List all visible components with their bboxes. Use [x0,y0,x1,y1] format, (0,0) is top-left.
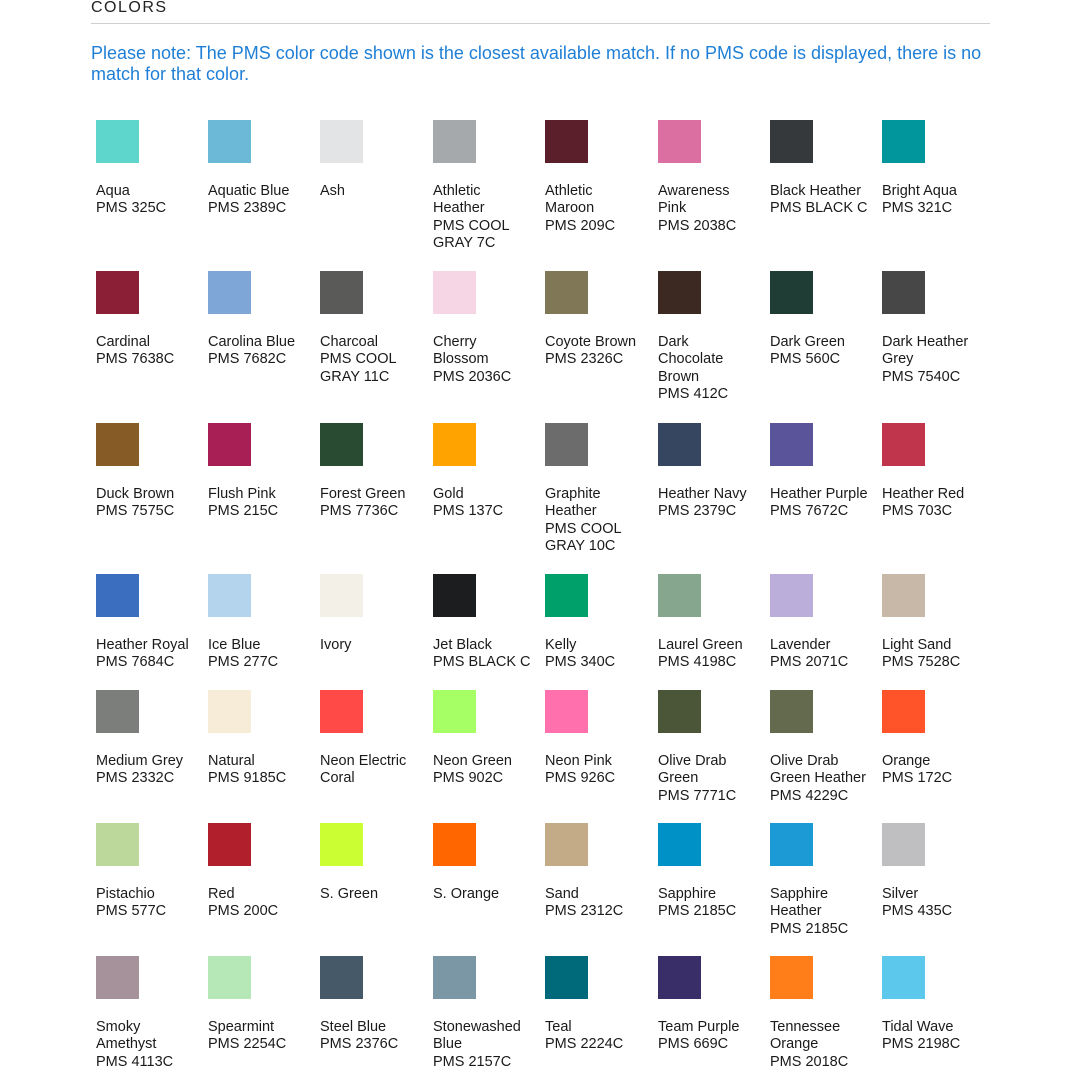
color-name: Red [208,886,235,902]
pms-code: PMS 2036C [433,368,512,385]
color-name: Teal [545,1019,572,1035]
color-label [433,486,563,521]
color-swatch[interactable] [882,120,925,163]
color-label [320,334,450,386]
pms-code: PMS 926C [545,770,616,787]
color-label [658,334,788,403]
color-label [658,753,788,805]
color-label [208,334,338,369]
color-label [545,886,675,921]
color-label [545,334,675,369]
color-swatch[interactable] [545,271,588,314]
color-swatch[interactable] [96,823,139,866]
color-label [208,1019,338,1054]
color-swatch[interactable] [545,823,588,866]
color-swatch[interactable] [96,956,139,999]
color-name: S. Orange [433,886,500,902]
color-swatch[interactable] [320,120,363,163]
color-label [96,486,226,521]
color-swatch[interactable] [320,271,363,314]
color-name: Jet Black [433,637,492,653]
color-label [658,486,788,521]
pms-code: PMS 2224C [545,1036,624,1053]
pms-code: PMS 2389C [208,200,287,217]
color-swatch[interactable] [96,423,139,466]
color-name: Steel Blue [320,1019,387,1035]
pms-code: PMS 325C [96,200,167,217]
color-name: Dark Green [770,334,845,350]
color-swatch[interactable] [770,574,813,617]
pms-code: PMS 2185C [658,903,737,920]
pms-code: PMS 2326C [545,351,624,368]
pms-code: PMS 7540C [882,368,961,385]
pms-code: PMS COOL GRAY 11C [320,351,397,385]
color-label [208,753,338,788]
color-name: Black Heather [770,183,862,199]
color-swatch[interactable] [96,690,139,733]
color-label [545,1019,675,1054]
color-name: Aquatic Blue [208,183,290,199]
color-name: Aqua [96,183,130,199]
pms-code: PMS 4198C [658,654,737,671]
color-swatch[interactable] [320,956,363,999]
color-name: Gold [433,486,464,502]
color-swatch[interactable] [658,956,701,999]
color-label [320,486,450,521]
color-swatch[interactable] [208,120,251,163]
pms-code: PMS 2018C [770,1053,849,1070]
color-swatch[interactable] [770,823,813,866]
color-name: Dark Heather Grey [882,334,969,368]
color-name: Light Sand [882,637,952,653]
color-swatch[interactable] [658,690,701,733]
color-name: Bright Aqua [882,183,957,199]
pms-code: PMS 703C [882,503,953,520]
color-label [96,637,226,672]
color-label [320,637,450,654]
pms-code: PMS 9185C [208,770,287,787]
color-name: Sapphire Heather [770,886,829,920]
color-label [882,486,1012,521]
color-label [882,637,1012,672]
pms-code: PMS 137C [433,503,504,520]
color-name: Duck Brown [96,486,175,502]
pms-code: PMS 7672C [770,503,849,520]
pms-code: PMS BLACK C [770,200,868,217]
color-swatch[interactable] [882,271,925,314]
color-swatch[interactable] [208,271,251,314]
color-label [433,1019,563,1071]
color-swatch[interactable] [433,956,476,999]
color-name: Athletic Maroon [545,183,595,217]
color-label [882,1019,1012,1054]
color-swatch[interactable] [320,574,363,617]
color-label [208,486,338,521]
color-name: Carolina Blue [208,334,296,350]
pms-code: PMS 4229C [770,787,849,804]
color-label [96,1019,226,1071]
color-label [770,183,900,218]
color-name: Kelly [545,637,577,653]
color-swatch[interactable] [882,690,925,733]
color-swatch[interactable] [433,690,476,733]
color-swatch[interactable] [545,690,588,733]
pms-code: PMS 200C [208,903,279,920]
pms-code: PMS 340C [545,654,616,671]
pms-code: PMS 577C [96,903,167,920]
color-name: Awareness Pink [658,183,730,217]
color-name: Tidal Wave [882,1019,954,1035]
color-label [96,183,226,218]
color-name: Tennessee Orange [770,1019,841,1053]
color-swatch[interactable] [770,423,813,466]
color-name: Smoky Amethyst [96,1019,157,1053]
pms-code: PMS COOL GRAY 7C [433,217,510,251]
color-name: Ice Blue [208,637,261,653]
color-swatch[interactable] [208,574,251,617]
color-swatch[interactable] [208,956,251,999]
color-label [770,637,900,672]
color-swatch[interactable] [433,120,476,163]
color-name: Pistachio [96,886,155,902]
color-swatch[interactable] [882,823,925,866]
pms-code: PMS 2376C [320,1036,399,1053]
color-label [545,486,675,555]
color-name: Lavender [770,637,831,653]
color-swatch[interactable] [658,423,701,466]
color-name: Neon Green [433,753,512,769]
pms-code: PMS 7528C [882,654,961,671]
color-name: Stonewashed Blue [433,1019,521,1053]
color-swatch[interactable] [770,690,813,733]
color-swatch[interactable] [882,574,925,617]
color-label [770,753,900,805]
color-name: Team Purple [658,1019,740,1035]
color-label [545,753,675,788]
color-label [658,886,788,921]
color-swatch[interactable] [545,574,588,617]
pms-code: PMS 7684C [96,654,175,671]
color-name: Charcoal [320,334,379,350]
pms-code: PMS 7736C [320,503,399,520]
color-swatch[interactable] [320,823,363,866]
color-name: Ivory [320,637,352,653]
pms-code: PMS 2198C [882,1036,961,1053]
color-swatch[interactable] [545,120,588,163]
pms-code: PMS 2185C [770,920,849,937]
section-title: COLORS [91,0,168,16]
color-swatch[interactable] [658,271,701,314]
color-name: Spearmint [208,1019,275,1035]
color-label [658,183,788,235]
color-swatch[interactable] [770,956,813,999]
color-swatch[interactable] [320,690,363,733]
pms-code: PMS 2038C [658,217,737,234]
color-swatch[interactable] [433,271,476,314]
color-swatch[interactable] [208,690,251,733]
color-swatch[interactable] [658,574,701,617]
color-name: Heather Royal [96,637,189,653]
color-swatch[interactable] [96,120,139,163]
color-name: Natural [208,753,255,769]
pms-code: PMS 2379C [658,503,737,520]
color-label [96,753,226,788]
color-swatch[interactable] [433,574,476,617]
color-swatch[interactable] [208,423,251,466]
pms-note: Please note: The PMS color code shown is the closest available match. If no PMS code is displayed, there is no match for that color. [91,43,982,84]
color-name: Olive Drab Green [658,753,727,787]
color-swatch[interactable] [545,956,588,999]
pms-code: PMS 2071C [770,654,849,671]
pms-code: PMS 7575C [96,503,175,520]
color-label [545,183,675,235]
color-label [433,183,563,252]
color-swatch[interactable] [770,271,813,314]
pms-code: PMS BLACK C [433,654,531,671]
pms-code: PMS 215C [208,503,279,520]
pms-code: PMS 902C [433,770,504,787]
color-swatch[interactable] [770,120,813,163]
pms-code: PMS 7771C [658,787,737,804]
color-label [882,334,1012,386]
color-label [658,637,788,672]
color-name: Silver [882,886,919,902]
color-label [96,886,226,921]
color-name: Coyote Brown [545,334,637,350]
color-label [658,1019,788,1054]
color-label [882,886,1012,921]
color-label [208,637,338,672]
pms-code: PMS 560C [770,351,841,368]
color-name: Cardinal [96,334,150,350]
color-label [433,334,563,386]
pms-code: PMS 2312C [545,903,624,920]
color-label [770,486,900,521]
color-name: S. Green [320,886,379,902]
color-label [320,886,450,903]
color-name: Neon Pink [545,753,612,769]
color-swatch[interactable] [545,423,588,466]
color-label [770,1019,900,1071]
color-label [770,886,900,938]
pms-code: PMS 7638C [96,351,175,368]
color-label [545,637,675,672]
color-swatch[interactable] [433,823,476,866]
pms-code: PMS 2254C [208,1036,287,1053]
pms-code: PMS 2157C [433,1053,512,1070]
color-swatch[interactable] [96,574,139,617]
color-name: Flush Pink [208,486,276,502]
pms-code: PMS 2332C [96,770,175,787]
color-name: Laurel Green [658,637,743,653]
color-name: Neon Electric Coral [320,753,407,787]
pms-code: PMS 172C [882,770,953,787]
color-label [433,886,563,903]
pms-code: PMS 7682C [208,351,287,368]
pms-code: PMS COOL GRAY 10C [545,520,622,554]
color-name: Graphite Heather [545,486,601,520]
color-label [320,1019,450,1054]
color-name: Heather Navy [658,486,747,502]
color-label [882,183,1012,218]
color-swatch[interactable] [96,271,139,314]
color-label [433,753,563,788]
pms-code: PMS 412C [658,385,729,402]
color-name: Ash [320,183,345,199]
color-swatch[interactable] [882,956,925,999]
color-name: Dark Chocolate Brown [658,334,724,385]
color-swatch[interactable] [433,423,476,466]
pms-code: PMS 277C [208,654,279,671]
color-name: Heather Purple [770,486,868,502]
pms-code: PMS 669C [658,1036,729,1053]
pms-code: PMS 435C [882,903,953,920]
color-name: Orange [882,753,931,769]
color-label [208,886,338,921]
pms-code: PMS 321C [882,200,953,217]
color-name: Sand [545,886,579,902]
color-label [208,183,338,218]
color-name: Athletic Heather [433,183,485,217]
color-label [882,753,1012,788]
color-swatch[interactable] [658,823,701,866]
color-label [320,753,450,788]
color-name: Medium Grey [96,753,184,769]
color-swatch[interactable] [320,423,363,466]
color-name: Forest Green [320,486,406,502]
color-label [320,183,450,200]
color-name: Sapphire [658,886,717,902]
color-name: Heather Red [882,486,965,502]
color-label [770,334,900,369]
color-name: Olive Drab Green Heather [770,753,866,787]
pms-code: PMS 209C [545,217,616,234]
color-name: Cherry Blossom [433,334,489,368]
color-label [433,637,563,672]
color-swatch[interactable] [208,823,251,866]
color-swatch[interactable] [658,120,701,163]
pms-code: PMS 4113C [96,1053,174,1070]
title-divider [91,23,990,24]
color-label [96,334,226,369]
color-swatch[interactable] [882,423,925,466]
